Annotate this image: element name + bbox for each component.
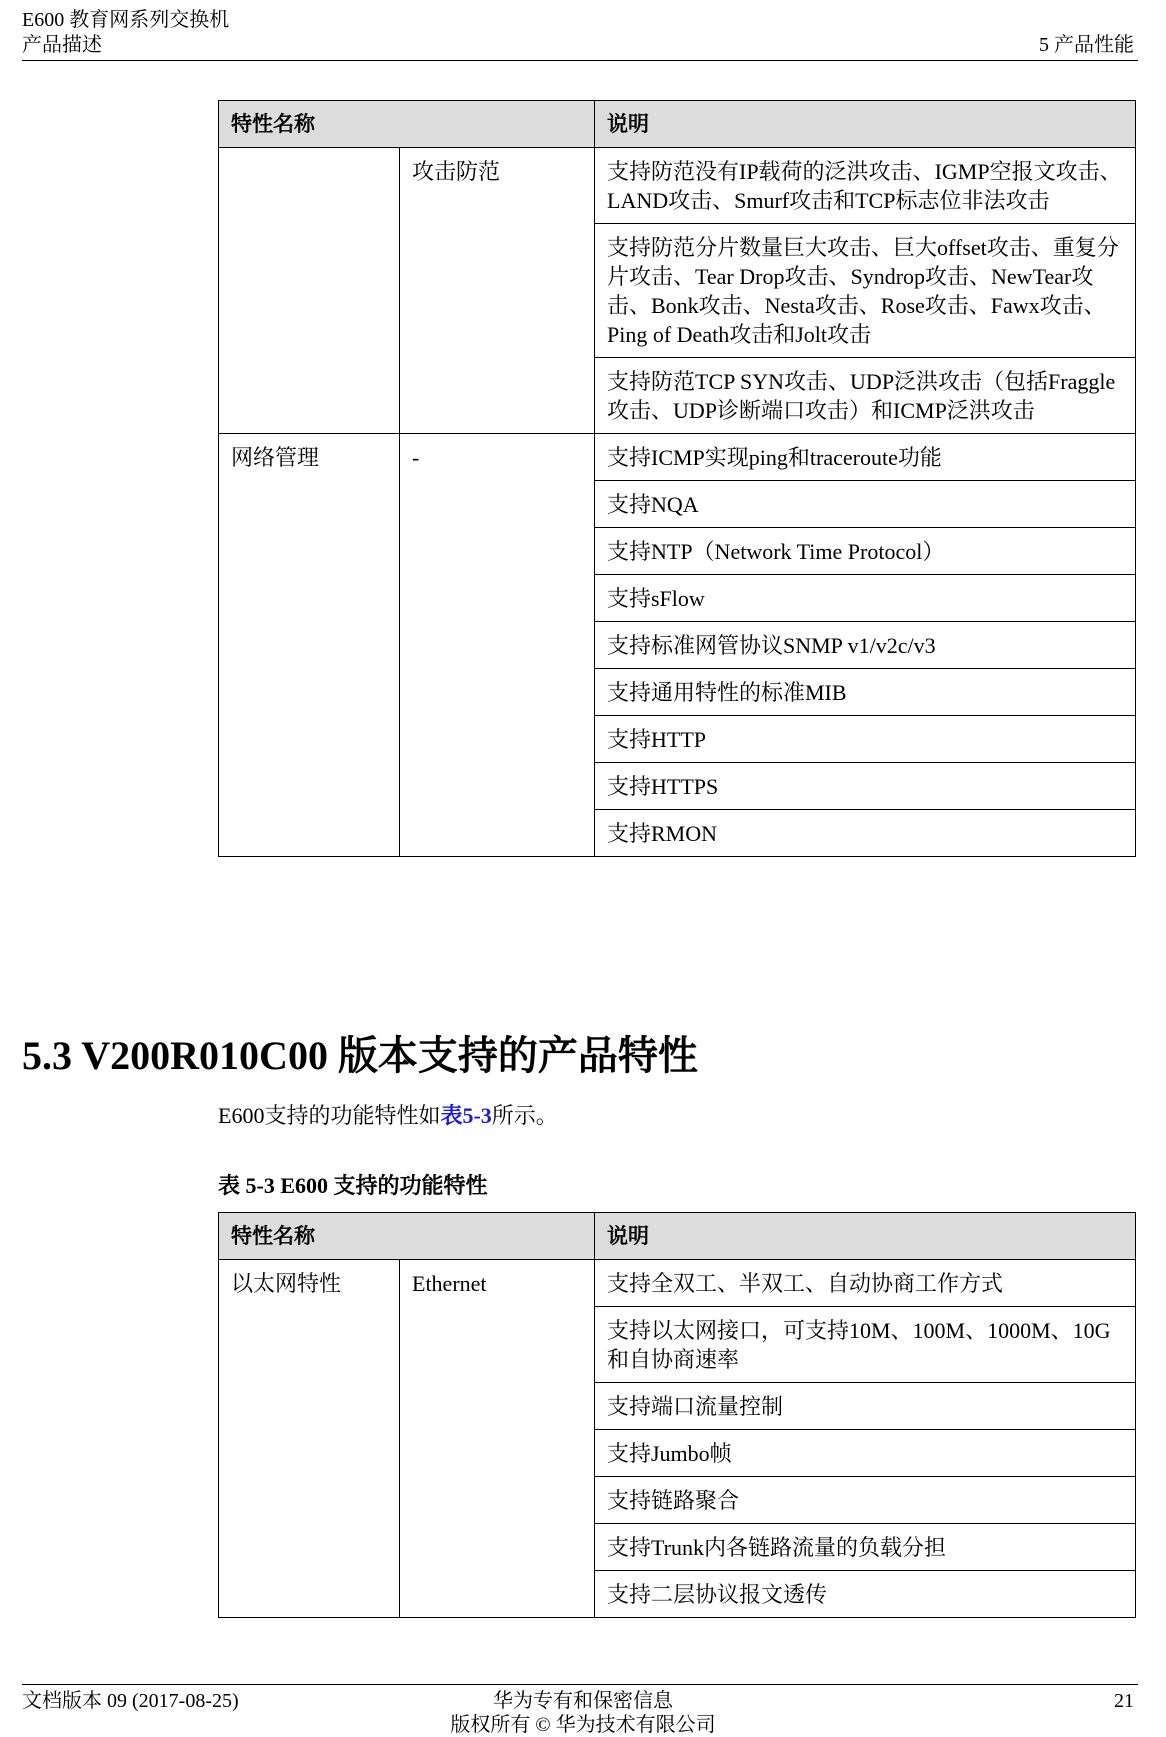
feature-desc-cell: 支持HTTP	[595, 716, 1136, 763]
feature-desc-cell: 支持防范TCP SYN攻击、UDP泛洪攻击（包括Fraggle攻击、UDP诊断端口攻击）和ICMP泛洪攻击	[595, 358, 1136, 434]
feature-desc-cell: 支持NTP（Network Time Protocol）	[595, 528, 1136, 575]
feature-table-5-3	[218, 1212, 1136, 1618]
intro-text: E600支持的功能特性如	[218, 1103, 441, 1128]
footer-divider	[22, 1684, 1138, 1685]
caption-text: E600 支持的功能特性	[274, 1173, 488, 1198]
table-row	[219, 148, 1136, 224]
feature-desc-cell: 支持标准网管协议SNMP v1/v2c/v3	[595, 622, 1136, 669]
feature-desc-cell: 支持二层协议报文透传	[595, 1571, 1136, 1618]
feature-desc-cell: 支持链路聚合	[595, 1477, 1136, 1524]
feature-desc-cell: 支持Jumbo帧	[595, 1430, 1136, 1477]
table-row	[219, 434, 1136, 481]
feature-desc-cell: 支持Trunk内各链路流量的负载分担	[595, 1524, 1136, 1571]
feature-name-cell: 以太网特性	[219, 1260, 400, 1618]
col-feature-name: 特性名称	[219, 1213, 595, 1260]
feature-desc-cell: 支持RMON	[595, 810, 1136, 857]
feature-desc-cell: 支持以太网接口，可支持10M、100M、1000M、10G和自协商速率	[595, 1307, 1136, 1383]
feature-sub-cell: Ethernet	[400, 1260, 595, 1618]
feature-desc-cell: 支持HTTPS	[595, 763, 1136, 810]
caption-label: 表 5-3	[218, 1173, 275, 1198]
table-row	[219, 1260, 1136, 1307]
header-chapter: 5 产品性能	[1039, 34, 1134, 56]
col-description: 说明	[595, 101, 1136, 148]
section-intro	[218, 1101, 558, 1130]
table-header-row	[219, 1213, 1136, 1260]
col-feature-name: 特性名称	[219, 101, 595, 148]
col-description: 说明	[595, 1213, 1136, 1260]
table-5-3-link[interactable]: 表5-3	[440, 1103, 492, 1128]
header-product: E600 教育网系列交换机	[22, 9, 230, 31]
feature-desc-cell: 支持端口流量控制	[595, 1383, 1136, 1430]
feature-desc-cell: 支持全双工、半双工、自动协商工作方式	[595, 1260, 1136, 1307]
intro-text-end: 所示。	[491, 1103, 558, 1128]
table-header-row	[219, 101, 1136, 148]
footer-confidential: 华为专有和保密信息	[493, 1690, 673, 1712]
table-caption	[218, 1172, 488, 1201]
feature-desc-cell: 支持防范分片数量巨大攻击、巨大offset攻击、重复分片攻击、Tear Drop攻击、Syndrop攻击、NewTear攻击、Bonk攻击、Nesta攻击、Rose攻击、Fawx攻击、Ping of Death攻击和Jolt攻击	[595, 224, 1136, 358]
feature-desc-cell: 支持防范没有IP载荷的泛洪攻击、IGMP空报文攻击、LAND攻击、Smurf攻击和TCP标志位非法攻击	[595, 148, 1136, 224]
feature-name-cell: 网络管理	[219, 434, 400, 857]
feature-name-cell	[219, 148, 400, 434]
feature-desc-cell: 支持NQA	[595, 481, 1136, 528]
section-heading: 5.3 V200R010C00 版本支持的产品特性	[22, 1033, 698, 1078]
feature-desc-cell: 支持通用特性的标准MIB	[595, 669, 1136, 716]
footer-copyright: 版权所有 © 华为技术有限公司	[450, 1714, 716, 1736]
feature-desc-cell: 支持sFlow	[595, 575, 1136, 622]
footer-page-number: 21	[1114, 1690, 1134, 1712]
feature-sub-cell: 攻击防范	[400, 148, 595, 434]
feature-sub-cell: -	[400, 434, 595, 857]
feature-table-continued	[218, 100, 1136, 857]
footer-version: 文档版本 09 (2017-08-25)	[22, 1690, 239, 1712]
header-doc-type: 产品描述	[22, 34, 102, 56]
header-divider	[22, 60, 1138, 61]
feature-desc-cell: 支持ICMP实现ping和traceroute功能	[595, 434, 1136, 481]
